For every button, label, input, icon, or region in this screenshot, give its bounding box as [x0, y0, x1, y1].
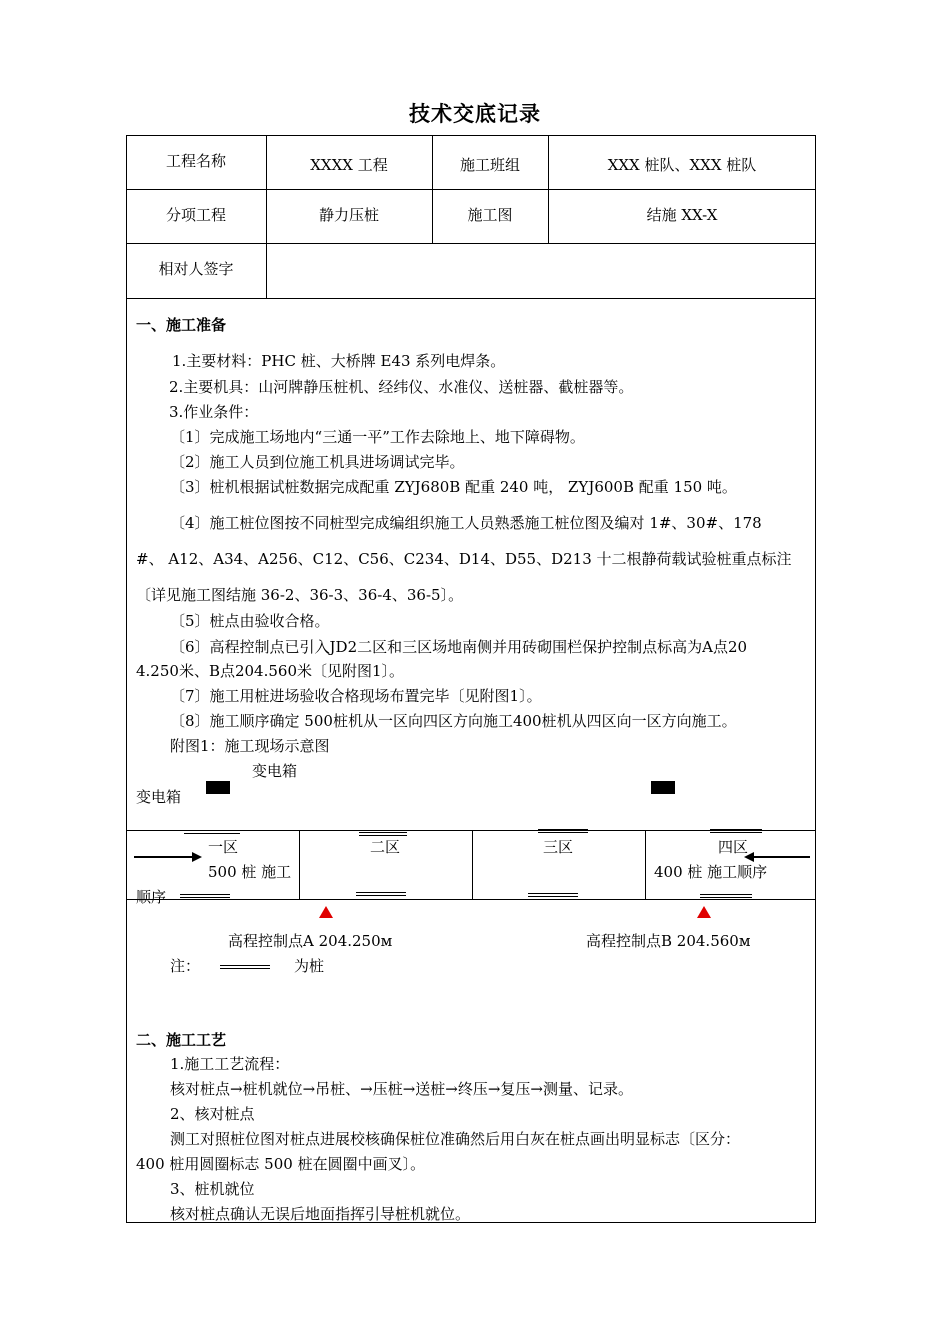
project-name-label: 工程名称: [165, 152, 226, 170]
zone1-note: 顺序: [136, 888, 167, 906]
control-point-b: 高程控制点B 204.560м: [586, 932, 751, 950]
text-line: 3、桩机就位: [170, 1180, 255, 1198]
pile-marker: [700, 894, 752, 898]
zone-border: [126, 899, 816, 900]
zone4-note: 400 桩 施工顺序: [654, 863, 768, 881]
text-line: 2.主要机具：山河牌静压桩机、经纬仪、水准仪、送桩器、截桩器等。: [169, 378, 634, 396]
signature-label: 相对人签字: [158, 260, 234, 278]
zone-divider: [472, 830, 473, 899]
substation-label: 变电箱: [252, 762, 298, 780]
text-line: 核对桩点确认无误后地面指挥引导桩机就位。: [170, 1205, 471, 1223]
text-line: 〔5〕桩点由验收合格。: [170, 612, 330, 630]
arrow-head-right-icon: [192, 852, 202, 862]
zone1-note: 500 桩 施工: [208, 863, 292, 881]
pile-marker: [180, 894, 230, 898]
section2-heading: 二、施工工艺: [136, 1031, 227, 1049]
control-point-a: 高程控制点A 204.250м: [228, 932, 393, 950]
text-line: 〔4〕施工桩位图按不同桩型完成编组织施工人员熟悉施工桩位图及编对 1#、30#、178: [170, 514, 762, 532]
text-line: #、 A12、A34、A256、C12、C56、C234、D14、D55、D213 十二根静荷载试验桩重点标注: [136, 550, 792, 568]
text-line: 附图1：施工现场示意图: [170, 737, 330, 755]
direction-arrow: [754, 856, 810, 858]
project-name-value: XXXX 工程: [310, 156, 388, 174]
text-line: 1.主要材料：PHC 桩、大桥牌 E43 系列电焊条。: [172, 352, 506, 370]
section1-heading: 一、施工准备: [136, 316, 227, 334]
legend-note-text: 为桩: [294, 957, 325, 975]
text-line: 测工对照桩位图对桩点进展校核确保桩位准确然后用白灰在桩点画出明显标志〔区分：: [170, 1130, 741, 1148]
substation-box: [651, 781, 675, 794]
pile-marker: [184, 830, 240, 834]
text-line: 〔7〕施工用桩进场验收合格现场布置完毕〔见附图1〕。: [170, 687, 542, 705]
text-line: 〔8〕施工顺序确定 500桩机从一区向四区方向施工400桩机从四区向一区方向施工。: [170, 712, 737, 730]
document-title: 技术交底记录: [409, 102, 541, 126]
zone-label: 四区: [718, 838, 749, 856]
team-value: XXX 桩队、XXX 桩队: [607, 156, 757, 174]
pile-marker: [710, 829, 762, 833]
legend-note-label: 注：: [170, 957, 201, 975]
sub-project-label: 分项工程: [165, 206, 226, 224]
text-line: 1.施工工艺流程：: [170, 1055, 290, 1073]
control-point-icon: [697, 906, 711, 918]
text-line: 2、核对桩点: [170, 1105, 255, 1123]
zone-label: 一区: [208, 838, 239, 856]
text-line: 4.250米、B点204.560米〔见附图1〕。: [136, 662, 405, 680]
drawing-label: 施工图: [467, 206, 513, 224]
text-line: 〔6〕高程控制点已引入JD2二区和三区场地南侧并用砖砌围栏保护控制点标高为A点20: [170, 638, 748, 656]
zone-label: 二区: [370, 838, 401, 856]
zone-label: 三区: [543, 838, 574, 856]
legend-pile-marker: [220, 965, 270, 969]
drawing-value: 结施 XX-X: [646, 206, 718, 224]
substation-box: [206, 781, 230, 794]
row-divider: [126, 189, 816, 190]
text-line: 〔3〕桩机根据试桩数据完成配重 ZYJ680B 配重 240 吨， ZYJ600B 配重 150 吨。: [170, 478, 737, 496]
substation-label: 变电箱: [136, 788, 182, 806]
text-line: 3.作业条件：: [169, 403, 259, 421]
pile-marker: [356, 892, 406, 896]
text-line: 核对桩点→桩机就位→吊桩、→压桩→送桩→终压→复压→测量、记录。: [170, 1080, 633, 1098]
text-line: 〔1〕完成施工场地内“三通一平”工作去除地上、地下障碍物。: [170, 428, 585, 446]
zone-divider: [299, 830, 300, 899]
control-point-icon: [319, 906, 333, 918]
sub-project-value: 静力压桩: [318, 206, 379, 224]
direction-arrow: [134, 856, 194, 858]
team-label: 施工班组: [459, 156, 520, 174]
col-divider: [548, 135, 549, 243]
row-divider: [126, 298, 816, 299]
pile-marker: [359, 832, 407, 836]
text-line: 400 桩用圆圈标志 500 桩在圆圈中画叉〕。: [136, 1155, 426, 1173]
pile-marker: [538, 829, 588, 833]
row-divider: [126, 243, 816, 244]
zone-divider: [645, 830, 646, 899]
pile-marker: [528, 893, 578, 897]
col-divider: [432, 135, 433, 243]
text-line: 〔详见施工图结施 36-2、36-3、36-4、36-5〕。: [136, 586, 464, 604]
text-line: 〔2〕施工人员到位施工机具进场调试完毕。: [170, 453, 465, 471]
